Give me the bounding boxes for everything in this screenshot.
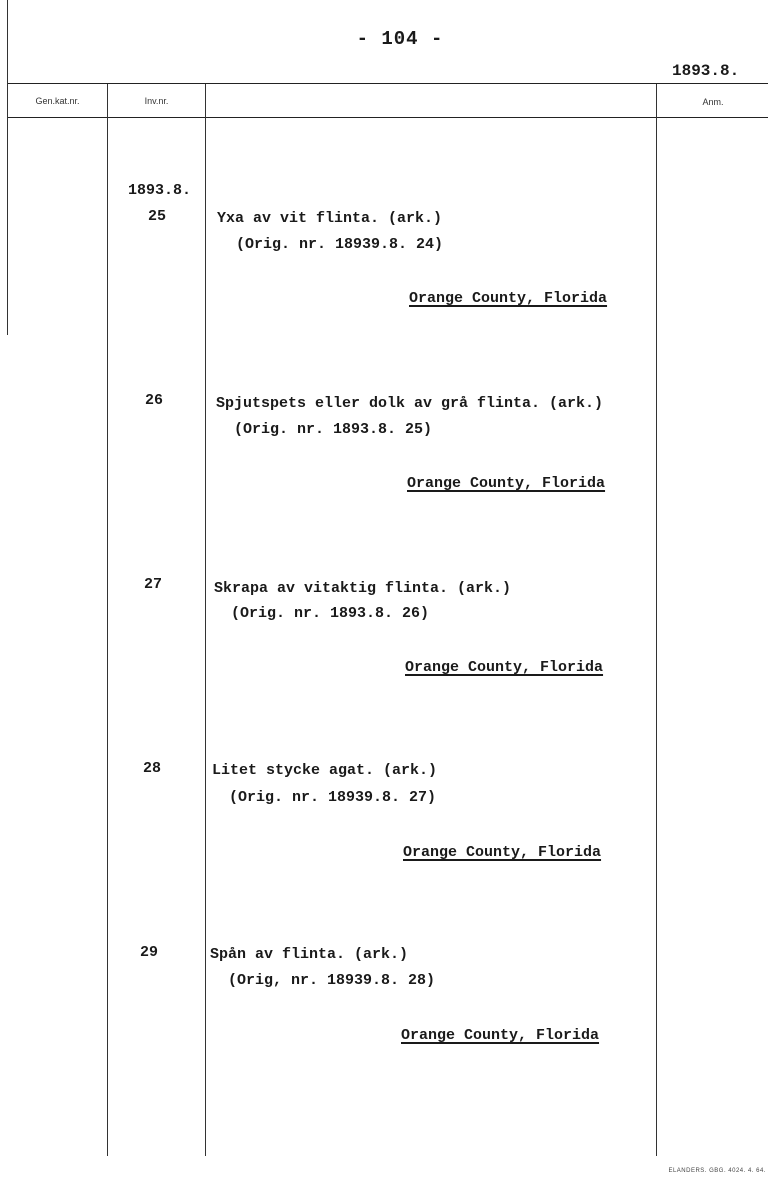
top-right-reference: 1893.8.	[672, 62, 740, 80]
column-header-gen-kat-nr: Gen.kat.nr.	[35, 96, 80, 106]
entry-original-number: (Orig, nr. 18939.8. 28)	[228, 972, 436, 989]
entry-description: Skrapa av vitaktig flinta. (ark.)	[214, 580, 512, 597]
column-header-inv-nr: Inv.nr.	[144, 96, 169, 106]
page-number: - 104 -	[356, 28, 444, 50]
entry-original-number: (Orig. nr. 18939.8. 27)	[229, 789, 437, 806]
entry-description: Yxa av vit flinta. (ark.)	[217, 210, 443, 227]
entry-number: 25	[147, 208, 166, 225]
entry-original-number: (Orig. nr. 18939.8. 24)	[236, 236, 444, 253]
inventory-group-number: 1893.8.	[128, 182, 192, 199]
entry-location: Orange County, Florida	[407, 475, 606, 492]
header-top-rule	[8, 83, 768, 84]
entry-location: Orange County, Florida	[401, 1027, 600, 1044]
entry-description: Litet stycke agat. (ark.)	[212, 762, 438, 779]
entry-description: Spån av flinta. (ark.)	[210, 946, 409, 963]
column-rule-inv-desc	[205, 84, 206, 1156]
column-rule-gen-inv	[107, 84, 108, 1156]
entry-number: 28	[142, 760, 161, 777]
printer-imprint: ELANDERS. GBG. 4024. 4. 64.	[668, 1168, 766, 1174]
entry-location: Orange County, Florida	[405, 659, 604, 676]
header-bottom-rule	[8, 117, 768, 118]
column-header-anm: Anm.	[702, 97, 724, 107]
entry-original-number: (Orig. nr. 1893.8. 26)	[231, 605, 430, 622]
entry-number: 27	[143, 576, 162, 593]
left-margin-rule	[7, 0, 8, 335]
entry-number: 26	[144, 392, 163, 409]
entry-location: Orange County, Florida	[403, 844, 602, 861]
entry-description: Spjutspets eller dolk av grå flinta. (ark.)	[216, 395, 604, 412]
entry-original-number: (Orig. nr. 1893.8. 25)	[234, 421, 433, 438]
column-rule-desc-anm	[656, 84, 657, 1156]
entry-location: Orange County, Florida	[409, 290, 608, 307]
entry-number: 29	[139, 944, 158, 961]
